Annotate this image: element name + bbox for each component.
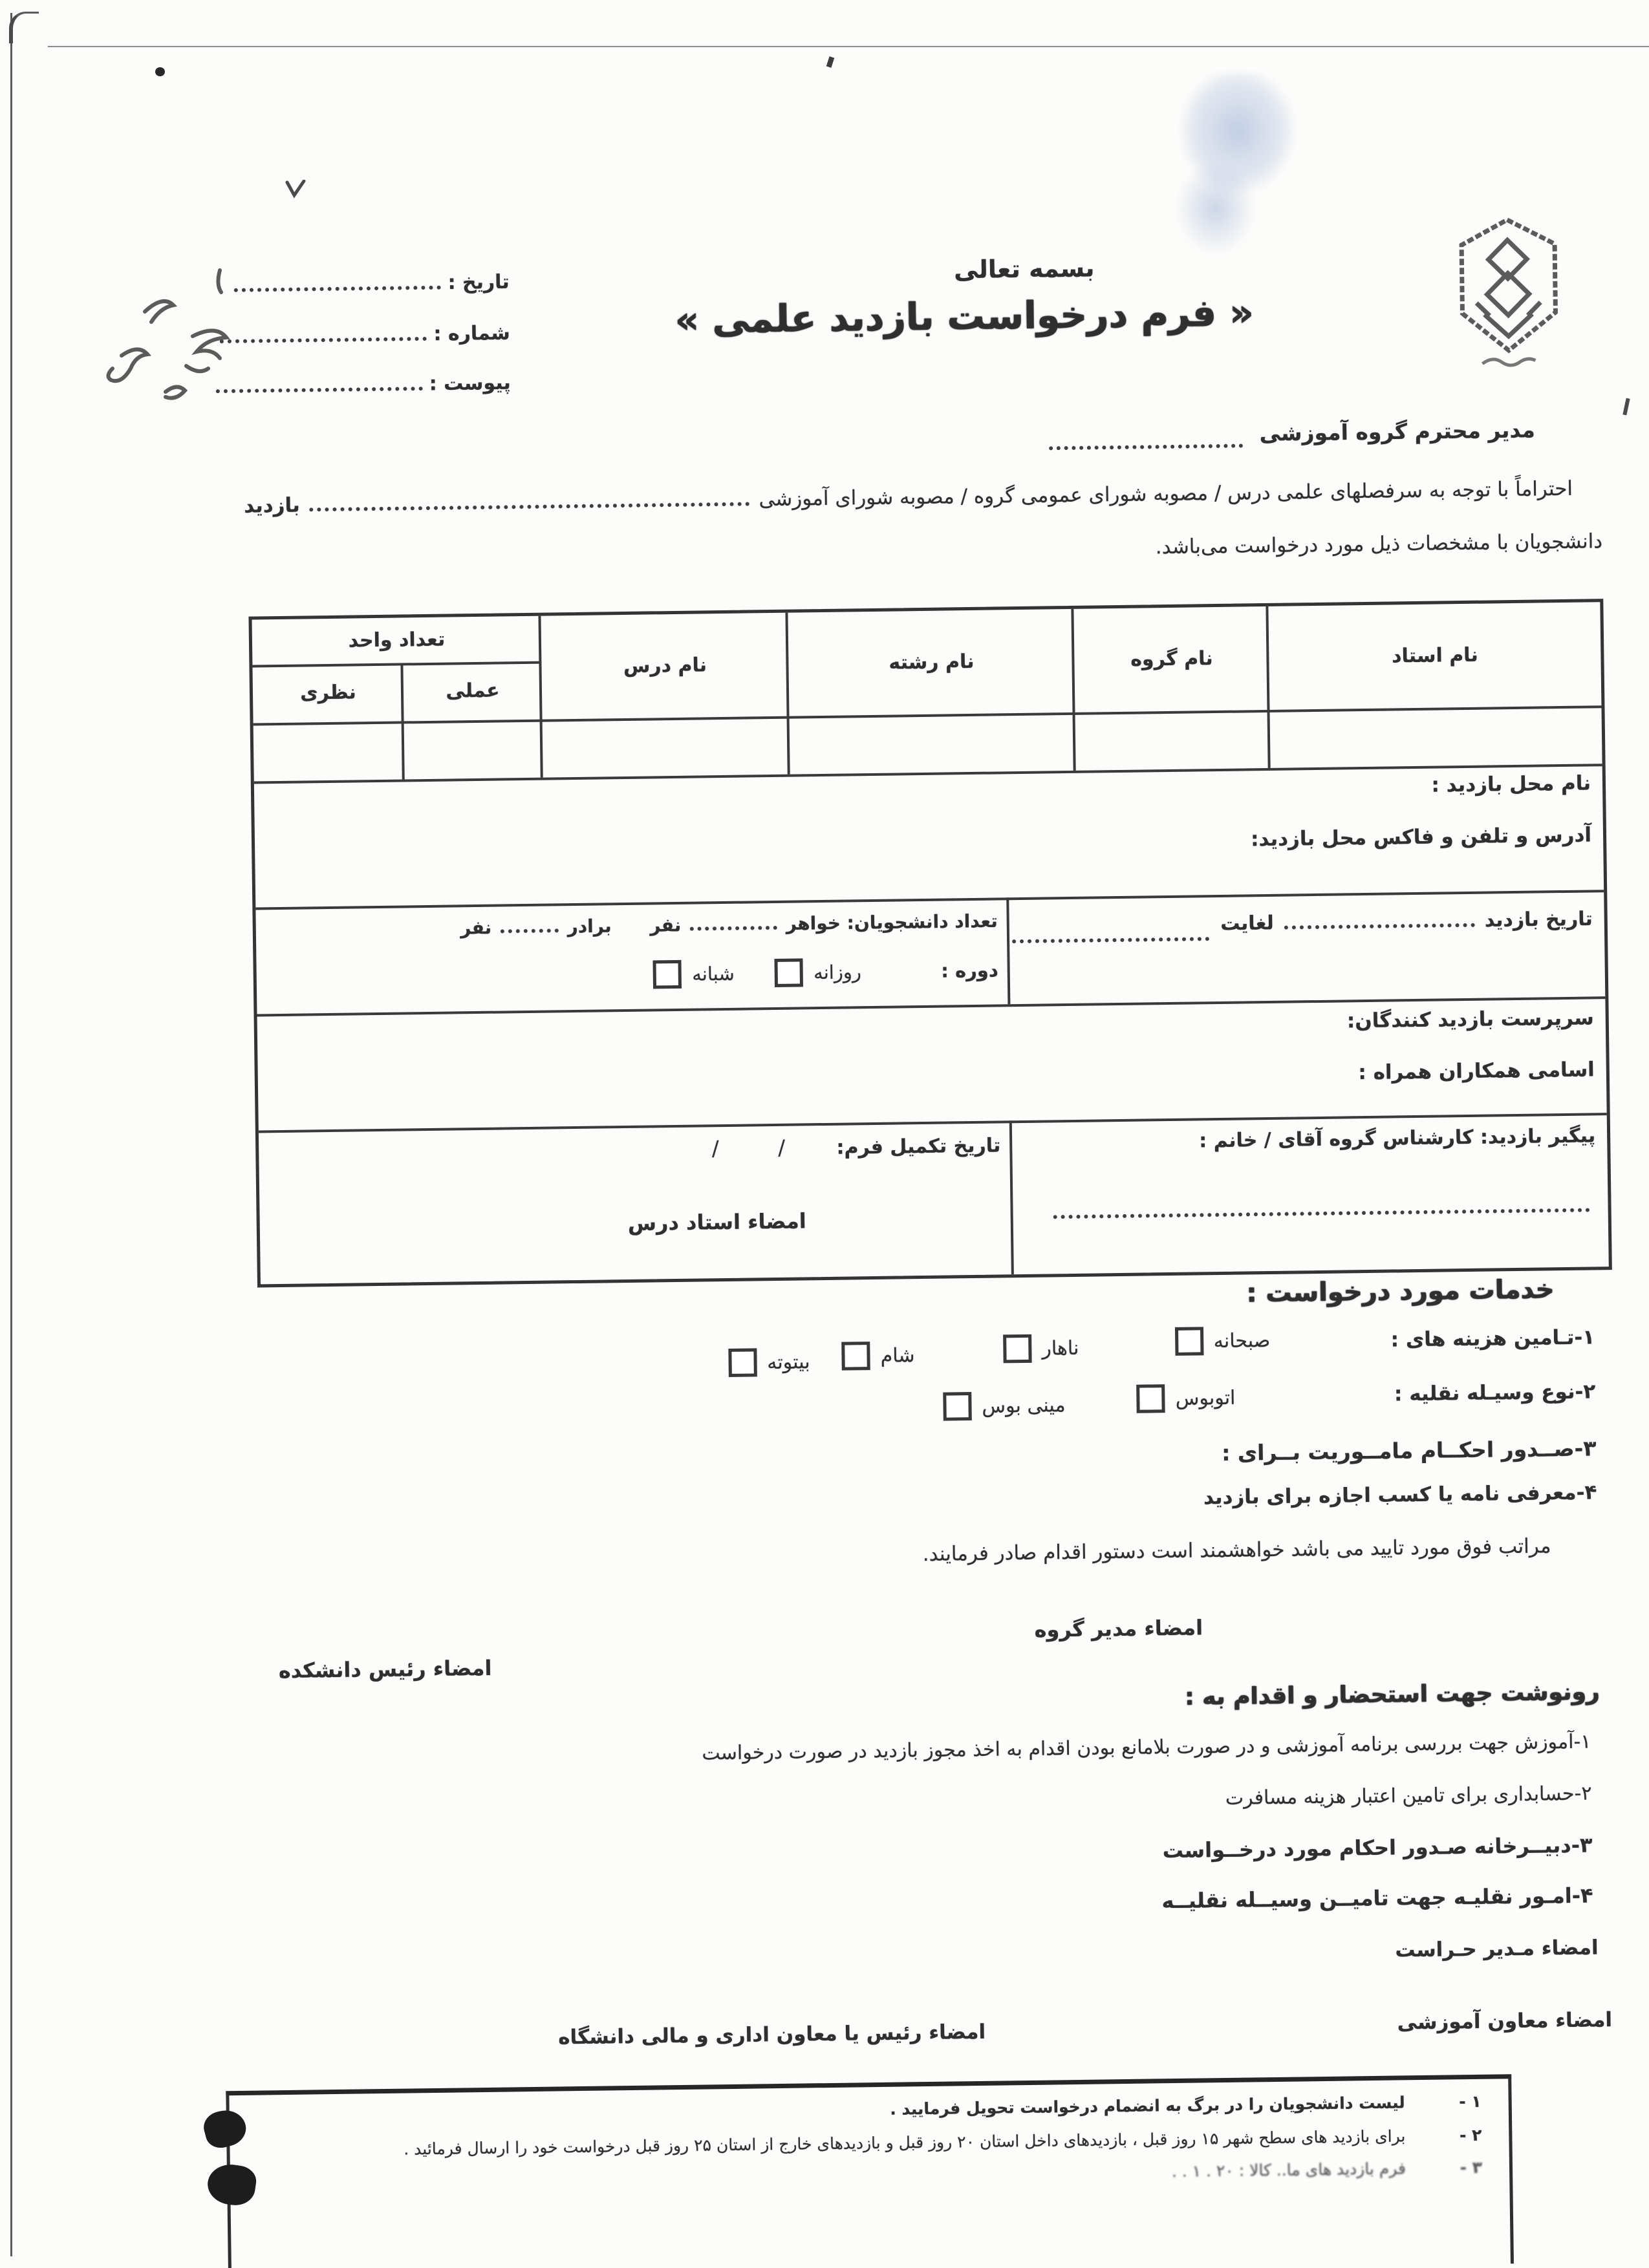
service-item4-label: ۴-معرفی نامه یا کسب اجازه برای بازدید [1203, 1481, 1597, 1510]
visit-address-label: آدرس و تلفن و فاکس محل بازدید: [1250, 823, 1592, 851]
period-label: دوره : [941, 959, 998, 982]
services-heading: خدمات مورد درخواست : [1246, 1274, 1555, 1309]
lunch-label: ناهار [1042, 1336, 1079, 1360]
number-fill-line[interactable] [220, 316, 427, 343]
copy-section-heading: رونوشت جهت استحضار و اقدام به : [1184, 1678, 1600, 1711]
copy-item-4: ۴-امـور نقلیـه جهت تامیــن وسیــله نقلیــه [1161, 1883, 1593, 1914]
visit-date-from-line[interactable] [1284, 903, 1474, 929]
dinner-checkbox[interactable] [841, 1342, 870, 1371]
students-label: تعداد دانشجویان: خواهر [786, 910, 998, 935]
salutation-text: مدیر محترم گروه آموزشی [1259, 417, 1536, 446]
completion-date-slashes: / / [711, 1135, 786, 1161]
service-item3-label: ۳-صــدور احکــام مامــوریت بــرای : [1221, 1435, 1597, 1466]
salutation-line [1049, 411, 1535, 449]
period-row [651, 956, 998, 989]
option-bus [1134, 1384, 1235, 1413]
period-night-label: شبانه [692, 962, 735, 985]
faculty-dean-signature-label: امضاء رئیس دانشکده [278, 1655, 492, 1684]
course-info-table [248, 599, 1611, 1287]
date-field [234, 264, 510, 297]
day-checkbox[interactable] [775, 958, 804, 987]
footnote-1-text: لیست دانشجویان را در برگ به انضمام درخواست تحویل فرمایید . [890, 2093, 1405, 2119]
completion-date-row [712, 1132, 1001, 1161]
visit-date-to-line[interactable] [1012, 916, 1209, 943]
visit-place-label: نام محل بازدید : [1431, 771, 1591, 797]
approval-note: مراتب فوق مورد تایید می باشد خواهشمند است دستور اقدام صادر فرمایند. [922, 1534, 1551, 1567]
intro-line1-tail: بازدید [243, 493, 301, 518]
option-breakfast [1172, 1326, 1270, 1356]
logo-caption-squiggle [1482, 359, 1535, 366]
edu-deputy-signature-label: امضاء معاون آموزشی [1397, 2008, 1613, 2035]
security-manager-signature-label: امضاء مـدیر حـراست [1395, 1936, 1599, 1962]
footnote-1 [230, 2091, 1509, 2127]
intro-line1 [244, 470, 1573, 517]
overnight-checkbox[interactable] [728, 1348, 757, 1377]
breakfast-label: صبحانه [1213, 1329, 1271, 1353]
attachment-fill-line[interactable] [215, 366, 422, 393]
col-header-theoretical: نظری [299, 681, 357, 705]
form-title: « فرم درخواست بازدید علمی » [674, 290, 1254, 342]
sisters-count-line[interactable] [690, 907, 777, 931]
footnotes-box [226, 2074, 1514, 2268]
footnote-2-text: برای بازدید های سطح شهر ۱۵ روز قبل ، بازدیدهای داخل استان ۲۰ روز قبل و بازدیدهای خارج از استان ۲۵ روز قبل درخواست خود را ارسال فرمائید . [404, 2126, 1406, 2159]
university-logo-icon [1451, 217, 1566, 380]
follow-up-fill-line[interactable] [1053, 1197, 1590, 1219]
person-suffix: نفر [460, 917, 492, 939]
service-item1-label: ۱-تـامین هزینه های : [1390, 1325, 1595, 1352]
col-header-course: نام درس [623, 654, 707, 678]
intro-fill-line[interactable] [308, 480, 749, 511]
dinner-label: شام [880, 1343, 915, 1367]
col-header-group: نام گروه [1130, 647, 1213, 671]
col-header-professor: نام استاد [1391, 643, 1478, 668]
completion-date-label: تاریخ تکمیل فرم: [836, 1134, 1001, 1159]
date-fill-line[interactable] [234, 265, 441, 292]
col-header-practical: عملی [446, 679, 500, 703]
footnote-3 [230, 2157, 1509, 2193]
supervisor-label: سرپرست بازدید کنندگان: [1346, 1006, 1594, 1033]
attachment-field [215, 365, 511, 398]
university-head-signature-label: امضاء رئیس یا معاون اداری و مالی دانشگاه [558, 2020, 986, 2049]
number-field [220, 315, 510, 348]
copy-item-1: ۱-آموزش جهت بررسی برنامه آموزشی و در صورت بلامانع بودن اقدام به اخذ مجوز بازدید در صورت درخواست [702, 1730, 1591, 1765]
besmeleh: بسمه تعالی [953, 253, 1095, 284]
companions-label: اسامی همکاران همراه : [1358, 1058, 1595, 1085]
copy-item-3: ۳-دبیــرخانه صـدور احکام مورد درخــواست [1162, 1832, 1593, 1863]
person-suffix: نفر [649, 914, 682, 936]
bus-label: اتوبوس [1175, 1386, 1236, 1410]
footnote-1-number: ۱ - [1459, 2091, 1482, 2112]
overnight-label: بیتوته [766, 1350, 810, 1374]
option-overnight [726, 1347, 810, 1377]
minibus-label: مینی بوس [982, 1393, 1066, 1418]
number-label: شماره : [433, 321, 510, 346]
col-header-units: تعداد واحد [348, 628, 446, 652]
group-manager-signature-label: امضاء مدیر گروه [1034, 1615, 1203, 1642]
bus-checkbox[interactable] [1136, 1384, 1165, 1413]
copy-item-2: ۲-حسابداری برای تامین اعتبار هزینه مسافرت [1225, 1782, 1592, 1810]
intro-line1-text: احتراماً با توجه به سرفصلهای علمی درس / مصوبه شورای عمومی گروه / مصوبه شورای آموزشی [759, 476, 1573, 511]
minibus-checkbox[interactable] [943, 1392, 972, 1421]
period-option-day [772, 957, 861, 987]
breakfast-checkbox[interactable] [1174, 1327, 1203, 1356]
professor-signature-label: امضاء استاد درس [627, 1208, 807, 1236]
intro-line2: دانشجویان با مشخصات ذیل مورد درخواست می‌باشد. [1155, 530, 1603, 559]
option-dinner [839, 1341, 914, 1371]
footnote-2-number: ۲ - [1459, 2125, 1482, 2145]
visit-date-label: تاریخ بازدید [1484, 907, 1593, 932]
lunch-checkbox[interactable] [1003, 1334, 1032, 1364]
night-checkbox[interactable] [653, 960, 682, 989]
brother-label: برادر [567, 915, 612, 937]
service-item2-label: ۲-نوع وسیـله نقلیه : [1394, 1380, 1596, 1406]
footnote-3-text: فرم بازدید های ما.. کالا : ۲۰ . ۱ . . [1171, 2159, 1406, 2181]
visit-date-row [1006, 901, 1593, 937]
students-count-row [460, 904, 998, 938]
option-lunch [1000, 1334, 1079, 1364]
salutation-fill-line[interactable] [1049, 421, 1244, 450]
attachment-label: پیوست : [429, 371, 511, 396]
follow-up-label: پیگیر بازدید: کارشناس گروه آقای / خانم : [1199, 1124, 1596, 1153]
col-header-major: نام رشته [889, 650, 975, 674]
until-label: لغایت [1220, 912, 1275, 936]
period-option-night [651, 959, 735, 989]
footnote-3-number: ۳ - [1460, 2157, 1483, 2177]
period-day-label: روزانه [813, 961, 862, 984]
footnote-2 [230, 2125, 1509, 2161]
option-minibus [940, 1391, 1066, 1421]
table-rule [1009, 1120, 1014, 1274]
date-label: تاریخ : [447, 270, 510, 295]
brothers-count-line[interactable] [501, 910, 559, 934]
